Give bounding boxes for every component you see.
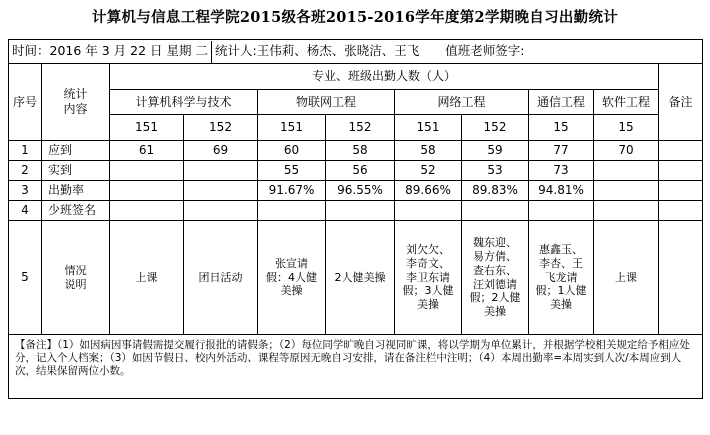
cell-value: 59 — [462, 141, 529, 161]
cell-remark — [659, 141, 703, 161]
situation-note: 魏东迎、 易方倩、 查右东、 汪刘德请 假；2人健 美操 — [462, 221, 529, 335]
signature-cell[interactable] — [594, 201, 659, 221]
cell-value: 96.55% — [326, 181, 395, 201]
situation-note: 上课 — [110, 221, 184, 335]
header-remark: 备注 — [659, 64, 703, 141]
date-info: 时间：2016 年 3 月 22 日 星期 二 — [12, 43, 208, 58]
class-size: 15 — [529, 115, 594, 141]
class-size: 152 — [326, 115, 395, 141]
row-seq: 4 — [9, 201, 42, 221]
row-seq: 3 — [9, 181, 42, 201]
cell-value: 77 — [529, 141, 594, 161]
row-seq: 1 — [9, 141, 42, 161]
cell-remark — [659, 161, 703, 181]
cell-value — [110, 161, 184, 181]
situation-note: 2人健美操 — [326, 221, 395, 335]
row-seq: 2 — [9, 161, 42, 181]
row-label: 应到 — [42, 141, 110, 161]
info-divider — [211, 41, 212, 63]
situation-note: 惠鑫玉、 李杏、王 飞龙请 假；1人健 美操 — [529, 221, 594, 335]
major-iot: 物联网工程 — [258, 90, 395, 115]
statistician-info: 统计人:王伟莉、杨杰、张晓洁、王飞 — [214, 43, 420, 58]
class-size: 15 — [594, 115, 659, 141]
signature-cell[interactable] — [184, 201, 258, 221]
row-label: 情况 说明 — [42, 221, 110, 335]
cell-value: 56 — [326, 161, 395, 181]
header-seq: 序号 — [9, 64, 42, 141]
major-software: 软件工程 — [594, 90, 659, 115]
signature-cell[interactable] — [326, 201, 395, 221]
situation-note: 团日活动 — [184, 221, 258, 335]
class-size: 151 — [395, 115, 462, 141]
major-comm: 通信工程 — [529, 90, 594, 115]
cell-value: 94.81% — [529, 181, 594, 201]
signature-cell[interactable] — [529, 201, 594, 221]
row-actual — [9, 161, 703, 181]
cell-value — [594, 181, 659, 201]
cell-remark — [659, 201, 703, 221]
row-expected — [9, 141, 703, 161]
class-size: 152 — [462, 115, 529, 141]
cell-value: 52 — [395, 161, 462, 181]
row-seq: 5 — [9, 221, 42, 335]
signature-cell[interactable] — [258, 201, 326, 221]
cell-value — [594, 161, 659, 181]
row-signature — [9, 201, 703, 221]
cell-value: 55 — [258, 161, 326, 181]
row-situation — [9, 221, 703, 335]
cell-value: 89.83% — [462, 181, 529, 201]
footnote: 【备注】（1）如因病因事请假需提交履行报批的请假条；（2）每位同学旷晚自习视同旷课，将以学期为单位累计，并根据学校相关规定给予相应处分，记入个人档案；（3）如因节假日、校内外活动、课程等原因无晚自习安排，请在备注栏中注明；（4）本周出勤率=本周实到人次/本周应到人次，结果保留两位小数。 — [9, 335, 703, 399]
row-label: 出勤率 — [42, 181, 110, 201]
class-size: 151 — [258, 115, 326, 141]
signature-cell[interactable] — [462, 201, 529, 221]
situation-note: 刘欠欠、 李奇文、 李卫东请 假；3人健 美操 — [395, 221, 462, 335]
page-title: 计算机与信息工程学院2015级各班2015-2016学年度第2学期晚自习出勤统计 — [91, 9, 619, 26]
major-network: 网络工程 — [395, 90, 529, 115]
cell-value: 69 — [184, 141, 258, 161]
cell-value — [184, 161, 258, 181]
info-row — [9, 40, 703, 64]
cell-value: 89.66% — [395, 181, 462, 201]
cell-value — [110, 181, 184, 201]
row-label: 少班签名 — [42, 201, 110, 221]
cell-value: 53 — [462, 161, 529, 181]
cell-value: 58 — [395, 141, 462, 161]
cell-value: 91.67% — [258, 181, 326, 201]
cell-value: 61 — [110, 141, 184, 161]
cell-value: 70 — [594, 141, 659, 161]
signature-cell[interactable] — [395, 201, 462, 221]
class-size: 151 — [110, 115, 184, 141]
row-label: 实到 — [42, 161, 110, 181]
cell-value: 60 — [258, 141, 326, 161]
header-group: 专业、班级出勤人数（人） — [110, 64, 659, 90]
row-rate — [9, 181, 703, 201]
duty-teacher-signature[interactable]: 值班老师签字: — [445, 43, 525, 58]
signature-cell[interactable] — [110, 201, 184, 221]
header-content: 统计 内容 — [42, 64, 110, 141]
cell-remark — [659, 221, 703, 335]
cell-value: 58 — [326, 141, 395, 161]
class-size: 152 — [184, 115, 258, 141]
cell-value — [184, 181, 258, 201]
major-cs: 计算机科学与技术 — [110, 90, 258, 115]
situation-note: 张宣请 假：4人健 美操 — [258, 221, 326, 335]
cell-remark — [659, 181, 703, 201]
cell-value: 73 — [529, 161, 594, 181]
situation-note: 上课 — [594, 221, 659, 335]
attendance-table — [8, 39, 703, 399]
